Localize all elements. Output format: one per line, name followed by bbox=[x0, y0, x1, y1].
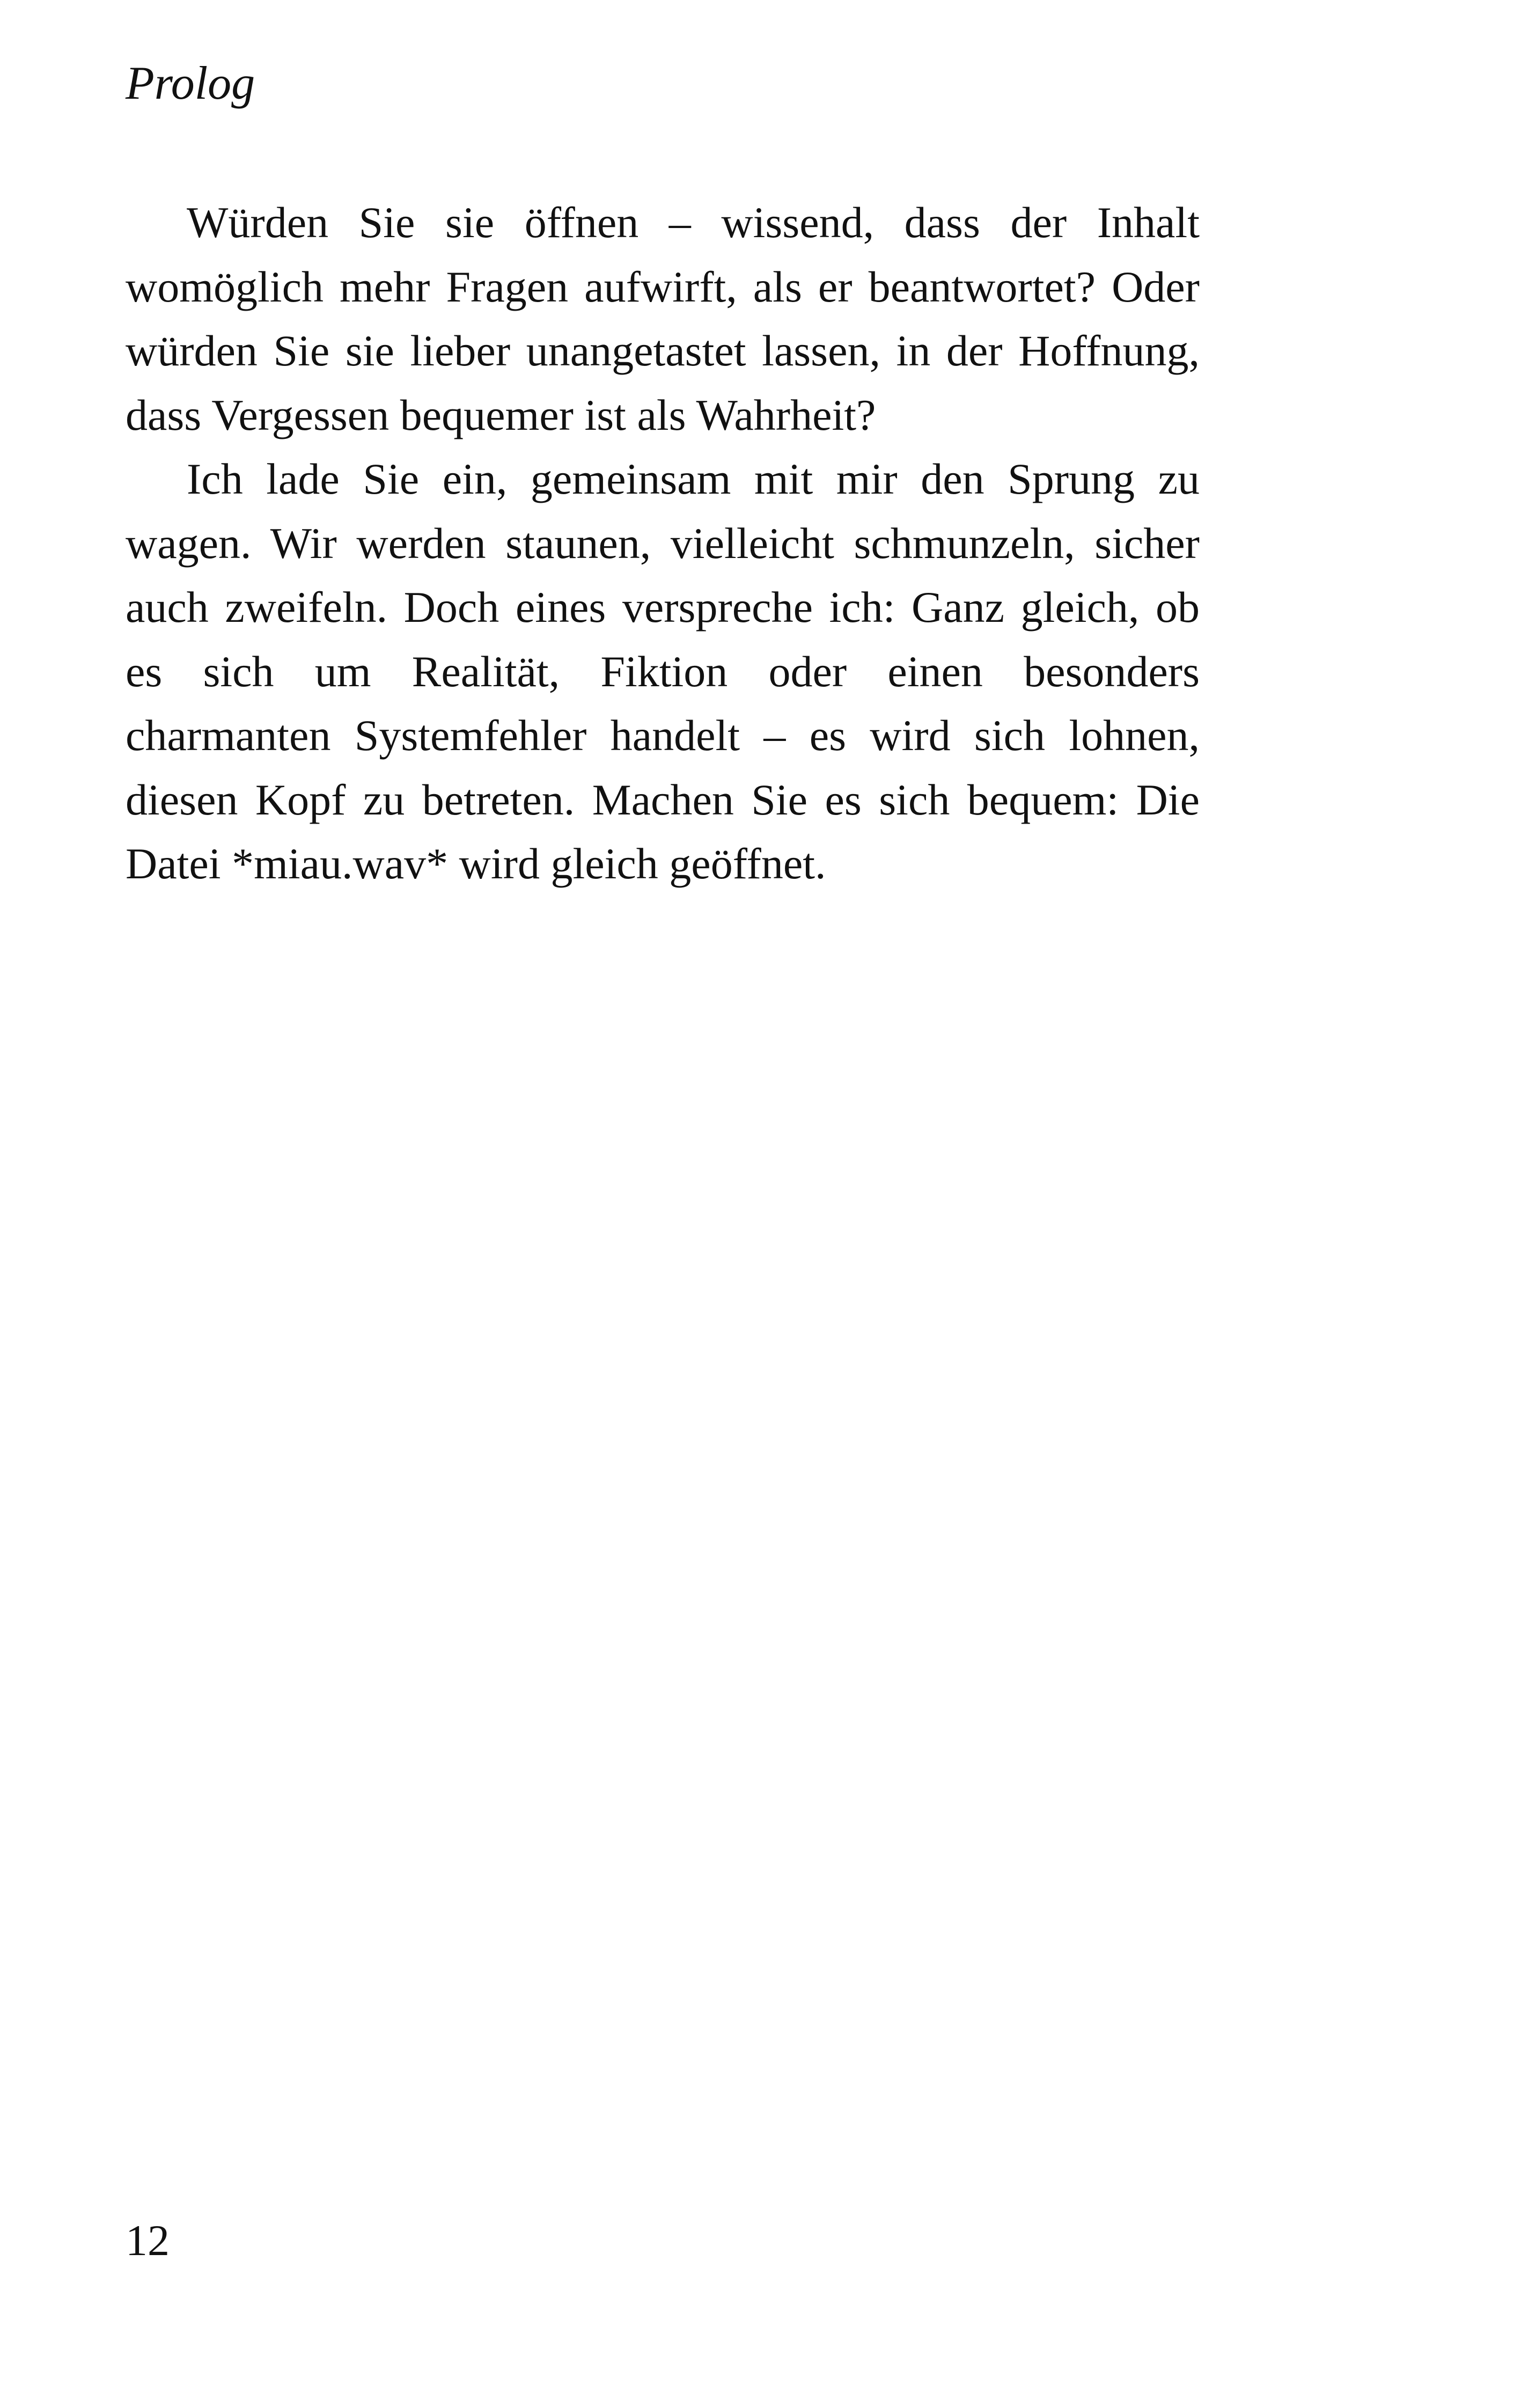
paragraph: Ich lade Sie ein, gemeinsam mit mir den Sprung zu wagen. Wir werden staunen, vielleicht schmunzeln, sicher auch zweifeln. Doch eines verspreche ich: Ganz gleich, ob es sich um Realität, Fiktion oder einen besonders charmanten Systemfehler handelt – es wird sich lohnen, diesen Kopf zu betreten. Machen Sie es sich bequem: Die Datei *miau.wav* wird gleich geöffnet. bbox=[126, 454, 1200, 888]
page-number: 12 bbox=[126, 2216, 170, 2265]
body-text bbox=[126, 190, 1200, 896]
running-header-chapter-title: Prolog bbox=[126, 57, 255, 109]
paragraph: Würden Sie sie öffnen – wissend, dass der Inhalt womöglich mehr Fragen aufwirft, als er beantwortet? Oder würden Sie sie lieber unangetastet lassen, in der Hoffnung, dass Vergessen bequemer ist als Wahrheit? bbox=[126, 198, 1200, 439]
